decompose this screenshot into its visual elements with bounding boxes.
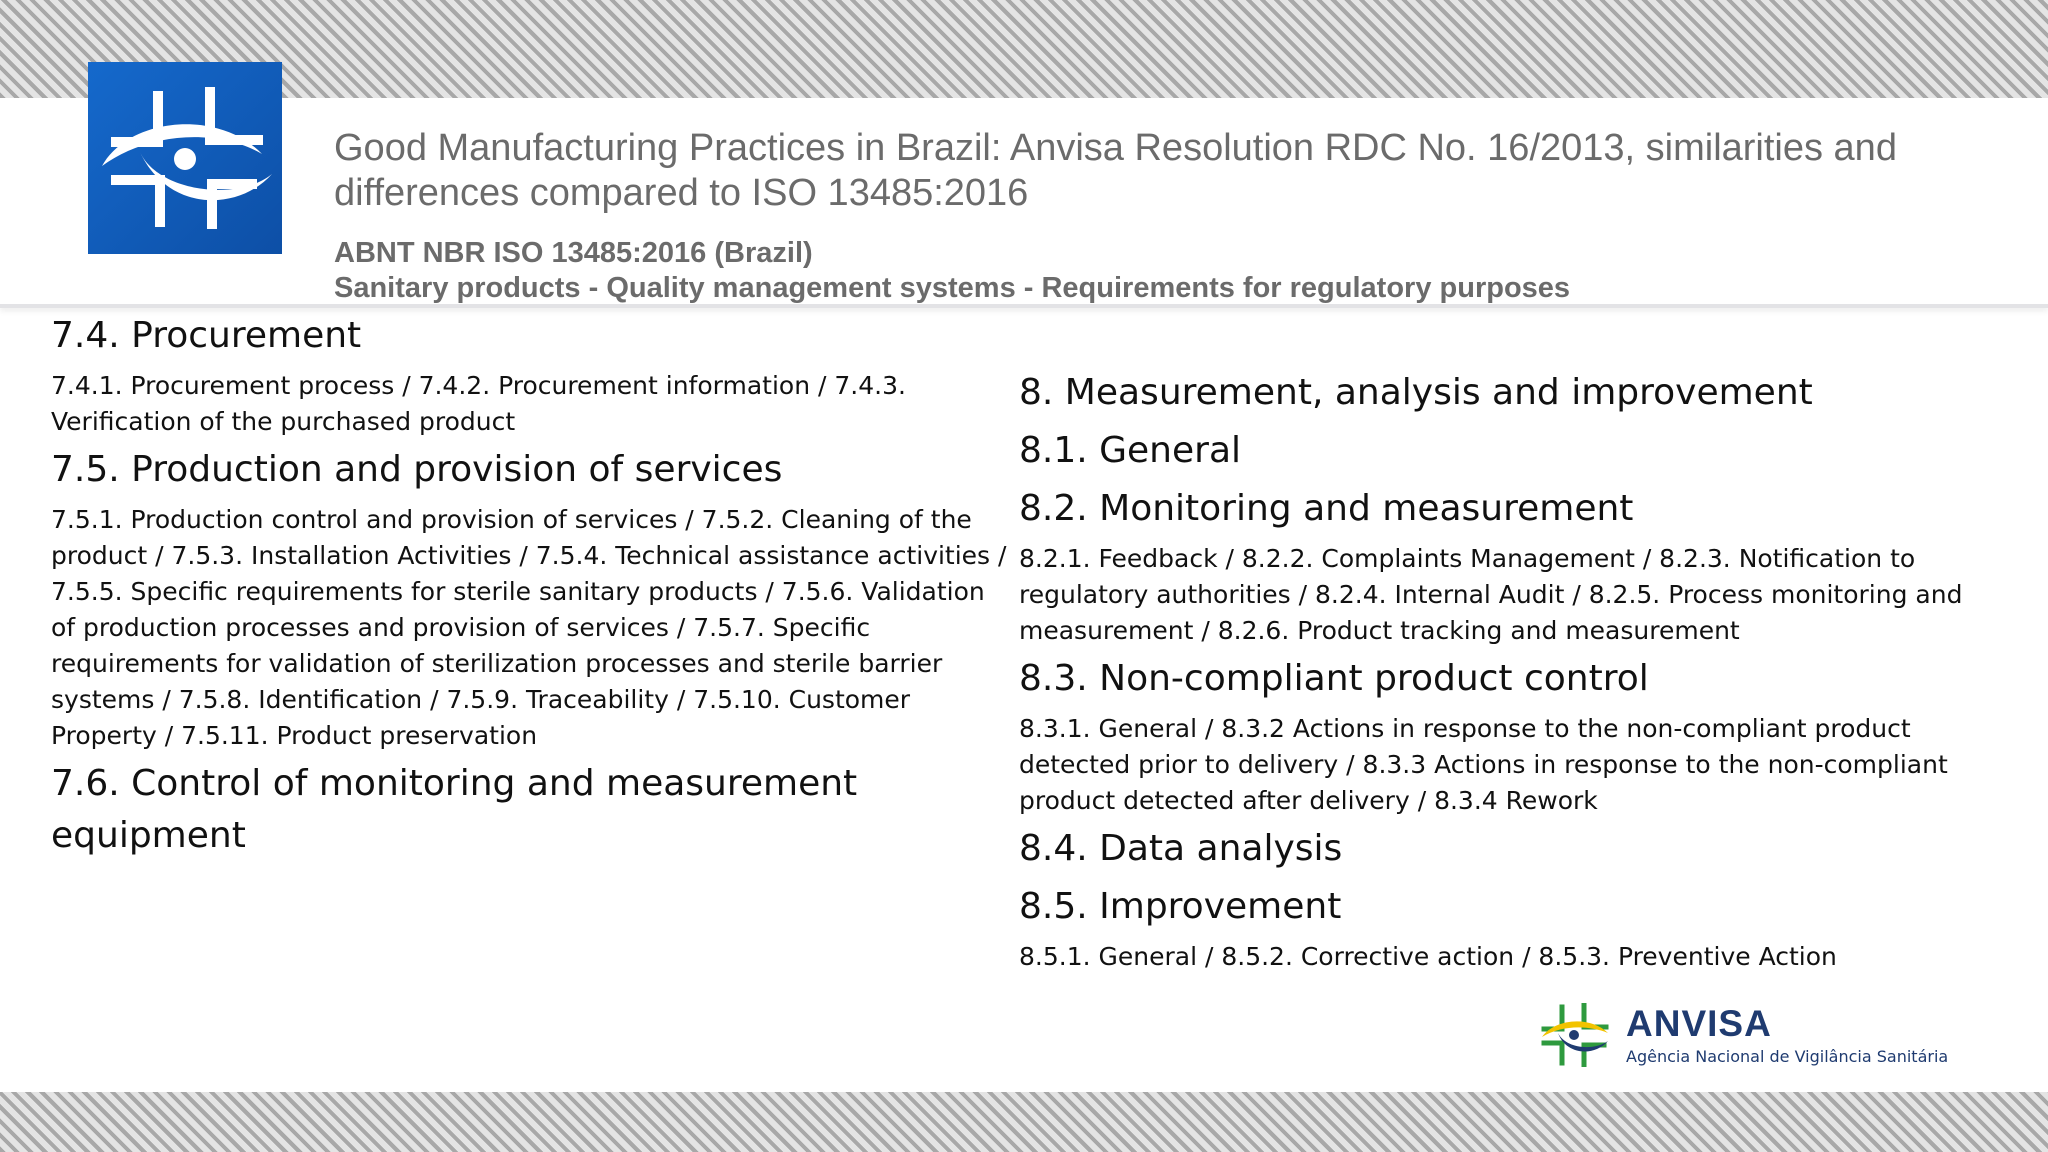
standard-subtitle: [334, 236, 2014, 306]
section-body-8-3: 8.3.1. General / 8.3.2 Actions in response to the non-compliant product detected prior to delivery / 8.3.3 Actions in response to the non-compliant product detected after delivery / 8.3.4 Rework: [1019, 714, 1948, 815]
section-heading-8: 8. Measurement, analysis and improvement: [1019, 372, 1813, 413]
anvisa-tagline: Agência Nacional de Vigilância Sanitária: [1626, 1047, 1949, 1066]
standard-name: ABNT NBR ISO 13485:2016 (Brazil): [334, 237, 813, 269]
anvisa-emblem-icon: [88, 62, 282, 254]
anvisa-name: ANVISA: [1626, 1003, 1772, 1044]
anvisa-emblem-logo: [88, 62, 282, 254]
section-heading-8-4: 8.4. Data analysis: [1019, 828, 1343, 869]
section-body-7-4: 7.4.1. Procurement process / 7.4.2. Procurement information / 7.4.3. Verification of the purchased product: [51, 371, 906, 436]
section-heading-7-6: 7.6. Control of monitoring and measurement equipment: [51, 763, 858, 856]
section-body-8-5: 8.5.1. General / 8.5.2. Corrective action / 8.5.3. Preventive Action: [1019, 942, 1837, 971]
section-body-8-2: 8.2.1. Feedback / 8.2.2. Complaints Management / 8.2.3. Notification to regulatory authorities / 8.2.4. Internal Audit / 8.2.5. Process monitoring and measurement / 8.2.6. Product tracking and measurement: [1019, 544, 1963, 645]
top-stripe-band: [0, 0, 2048, 98]
section-heading-7-4: 7.4. Procurement: [51, 315, 362, 356]
section-heading-7-5: 7.5. Production and provision of services: [51, 449, 783, 490]
section-heading-8-1: 8.1. General: [1019, 430, 1242, 471]
section-heading-8-3: 8.3. Non-compliant product control: [1019, 658, 1649, 699]
bottom-stripe-band: [0, 1092, 2048, 1152]
section-body-7-5: 7.5.1. Production control and provision of services / 7.5.2. Cleaning of the product / 7.5.3. Installation Activities / 7.5.4. Technical assistance activities / 7.5.5. Specific requirements for sterile sanitary products / 7.5.6. Validation of production processes and provision of services / 7.5.7. Specific requirements for validation of sterilization processes and sterile barrier systems / 7.5.8. Identification / 7.5.9. Traceability / 7.5.10. Customer Property / 7.5.11. Product preservation: [51, 505, 1007, 750]
standard-description: Sanitary products - Quality management systems - Requirements for regulatory purposes: [334, 272, 1571, 304]
right-column: [1019, 367, 1999, 979]
left-column: [51, 310, 1011, 868]
anvisa-mark-icon: [1540, 1003, 1610, 1067]
anvisa-footer-logo: [1540, 1003, 1949, 1073]
section-heading-8-2: 8.2. Monitoring and measurement: [1019, 488, 1634, 529]
section-heading-8-5: 8.5. Improvement: [1019, 886, 1342, 927]
page-title: Good Manufacturing Practices in Brazil: Anvisa Resolution RDC No. 16/2013, similarities and differences compared to ISO 13485:2016: [334, 127, 1897, 214]
